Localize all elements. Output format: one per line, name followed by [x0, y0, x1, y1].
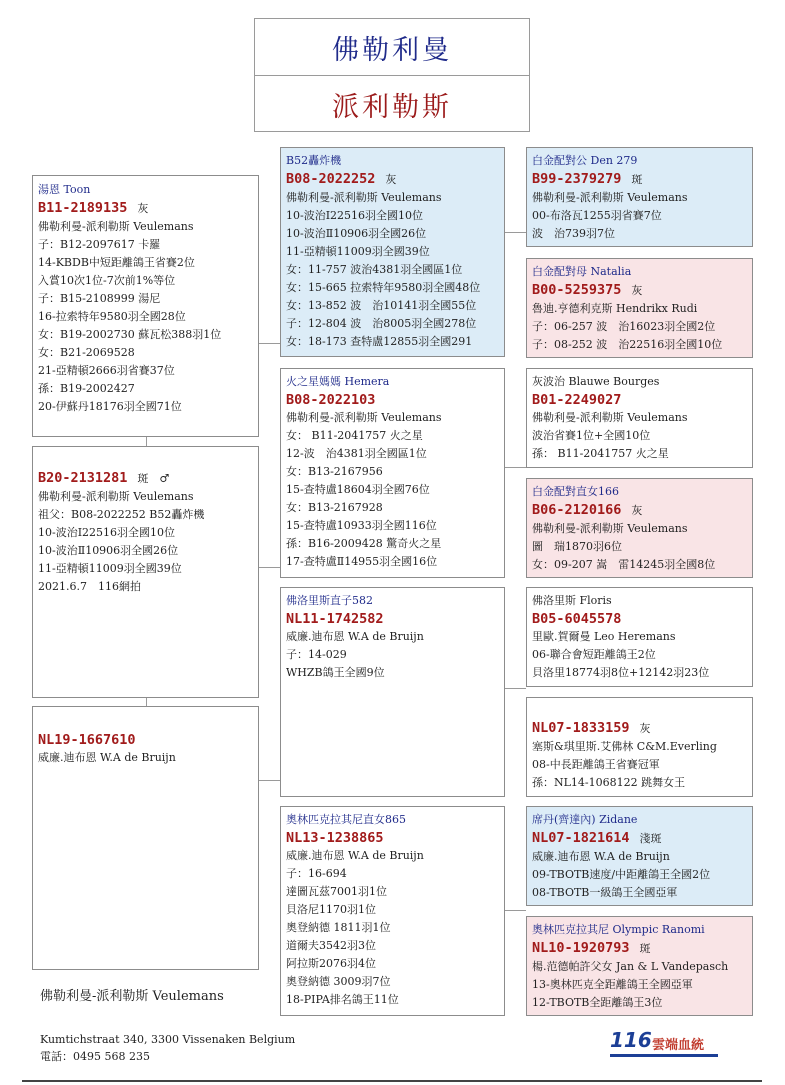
subject-ring: B20-2131281 斑 ♂	[38, 470, 170, 486]
sdd-ring: B06-2120166 灰	[532, 502, 643, 518]
ssd-line-1: 魯迪.亨德利克斯 Hendrikx Rudi	[532, 302, 698, 315]
ss-ring: B08-2022252 灰	[286, 171, 397, 187]
logo-number: 116	[610, 1028, 652, 1052]
dd-line-8: 奧登納德 3009羽7位	[286, 975, 391, 988]
sss-color: 斑	[631, 173, 643, 186]
dd-line-4: 貝洛尼1170羽1位	[286, 903, 376, 916]
subject-line-4: 10-波治Ⅱ10906羽全國26位	[38, 544, 179, 557]
sss-ring: B99-2379279 斑	[532, 171, 643, 187]
sd-ring: B08-2022103	[286, 392, 376, 408]
sd-card	[280, 368, 505, 578]
ds-name: 佛洛里斯直子582	[286, 594, 373, 607]
sss-line-1: 佛勒利曼-派利勒斯 Veulemans	[532, 191, 688, 204]
sire-line-6: 16-拉索特年9580羽全國28位	[38, 310, 186, 323]
sd-line-3: 12-波 治4381羽全國區1位	[286, 447, 427, 460]
ddd-line-3: 12-TBOTB全距離鴿王3位	[532, 996, 663, 1009]
ddd-ring: NL10-1920793 斑	[532, 940, 651, 956]
sds-line-3: 孫： B11-2041757 火之星	[532, 447, 669, 460]
dss-ring: B05-6045578	[532, 611, 622, 627]
ds-card	[280, 587, 505, 797]
ddd-card	[526, 916, 753, 1016]
sire-line-8: 女：B21-2069528	[38, 346, 135, 359]
ssd-card	[526, 258, 753, 358]
dsd-ring: NL07-1833159 灰	[532, 720, 651, 736]
dd-name: 奧林匹克拉其尼直女865	[286, 813, 406, 826]
ss-line-5: 女：11-757 波治4381羽全國區1位	[286, 263, 463, 276]
sds-card	[526, 368, 753, 468]
dd-line-7: 阿拉斯2076羽4位	[286, 957, 376, 970]
ddd-name: 奧林匹克拉其尼 Olympic Ranomi	[532, 923, 705, 936]
ddd-color: 斑	[639, 942, 651, 955]
dd-line-1: 威廉.迪布恩 W.A de Bruijn	[286, 849, 424, 862]
dd-ring: NL13-1238865	[286, 830, 384, 846]
subject-line-1: 佛勒利曼-派利勒斯 Veulemans	[38, 490, 194, 503]
breeder-name: 佛勒利曼-派利勒斯 Veulemans	[40, 989, 224, 1004]
sdd-card	[526, 478, 753, 578]
subject-color: 斑 ♂	[137, 472, 170, 485]
sd-line-7: 15-查特盧10933羽全國116位	[286, 519, 437, 532]
dsd-card	[526, 697, 753, 797]
sdd-name: 白金配對直女166	[532, 485, 619, 498]
sire-line-1: 佛勒利曼-派利勒斯 Veulemans	[38, 220, 194, 233]
dsd-color: 灰	[639, 722, 651, 735]
logo-text: 雲端血統	[652, 1038, 705, 1053]
sd-line-9: 17-查特盧Ⅱ14955羽全國16位	[286, 555, 438, 568]
logo	[610, 1028, 730, 1058]
ss-line-8: 子：12-804 波 治8005羽全國278位	[286, 317, 477, 330]
sire-color: 灰	[137, 202, 149, 215]
ssd-line-3: 子：08-252 波 治22516羽全國10位	[532, 338, 723, 351]
dds-ring: NL07-1821614 淺斑	[532, 830, 662, 846]
dss-line-2: 06-聯合會短距離鴿王2位	[532, 648, 656, 661]
dss-line-1: 里歐.賀爾曼 Leo Heremans	[532, 630, 676, 643]
sd-line-2: 女： B11-2041757 火之星	[286, 429, 423, 442]
ss-line-3: 10-波治Ⅱ10906羽全國26位	[286, 227, 427, 240]
dam-card	[32, 706, 259, 970]
sds-name: 灰波治 Blauwe Bourges	[532, 375, 660, 388]
connector-sire-ss	[259, 343, 280, 344]
ss-line-4: 11-亞精頓11009羽全國39位	[286, 245, 430, 258]
sss-card	[526, 147, 753, 247]
logo-underline	[610, 1054, 718, 1057]
dd-line-6: 道爾夫3542羽3位	[286, 939, 376, 952]
dds-color: 淺斑	[639, 832, 662, 845]
ds-line-2: 子：14-029	[286, 648, 347, 661]
dss-card	[526, 587, 753, 687]
ss-card	[280, 147, 505, 357]
footer-address: Kumtichstraat 340, 3300 Vissenaken Belgium	[40, 1033, 296, 1046]
dsd-line-3: 孫：NL14-1068122 跳舞女王	[532, 776, 686, 789]
sds-line-2: 波治省賽1位+全國10位	[532, 429, 651, 442]
ds-line-1: 威廉.迪布恩 W.A de Bruijn	[286, 630, 424, 643]
ss-line-7: 女：13-852 波 治10141羽全國55位	[286, 299, 477, 312]
dds-card	[526, 806, 753, 906]
sdd-line-1: 佛勒利曼-派利勒斯 Veulemans	[532, 522, 688, 535]
subject-line-5: 11-亞精頓11009羽全國39位	[38, 562, 182, 575]
footer-phone: 電話：0495 568 235	[40, 1050, 150, 1063]
sire-card	[32, 175, 259, 437]
dd-line-9: 18-PIPA排名鴿王11位	[286, 993, 399, 1006]
dss-name: 佛洛里斯 Floris	[532, 594, 612, 607]
sire-line-7: 女：B19-2002730 蘇瓦松388羽1位	[38, 328, 222, 341]
connector-sire-vertical	[146, 437, 147, 446]
sdd-color: 灰	[631, 504, 643, 517]
subject-line-3: 10-波治Ⅰ22516羽全國10位	[38, 526, 176, 539]
sss-line-2: 00-布洛瓦1255羽省賽7位	[532, 209, 662, 222]
ddd-line-1: 楊.范德帕許父女 Jan & L Vandepasch	[532, 960, 729, 973]
connector-ss-ssd	[505, 232, 526, 233]
title-bottom: 派利勒斯	[332, 92, 452, 123]
sire-name: 湯恩 Toon	[38, 183, 91, 196]
sire-line-9: 21-亞精頓2666羽省賽37位	[38, 364, 175, 377]
ss-name: B52轟炸機	[286, 154, 342, 167]
dds-line-3: 08-TBOTB一級鴿王全國亞軍	[532, 886, 678, 899]
ssd-ring: B00-5259375 灰	[532, 282, 643, 298]
dd-line-3: 達圖瓦茲7001羽1位	[286, 885, 387, 898]
sd-line-1: 佛勒利曼-派利勒斯 Veulemans	[286, 411, 442, 424]
ss-line-9: 女：18-173 查特盧12855羽全國291	[286, 335, 473, 348]
subject-line-6: 2021.6.7 116網拍	[38, 580, 141, 593]
title-box	[254, 18, 530, 132]
dsd-line-1: 塞斯&琪里斯.艾佛林 C&M.Everling	[532, 740, 717, 753]
ss-color: 灰	[385, 173, 397, 186]
dss-line-3: 貝洛里18774羽8位+12142羽23位	[532, 666, 710, 679]
ddd-line-2: 13-奧林匹克全距離鴿王全國亞軍	[532, 978, 693, 991]
dd-line-2: 子：16-694	[286, 867, 347, 880]
ss-line-2: 10-波治Ⅰ22516羽全國10位	[286, 209, 424, 222]
sss-name: 白金配對公 Den 279	[532, 154, 638, 167]
connector-sd-sds	[505, 467, 526, 468]
ssd-color: 灰	[631, 284, 643, 297]
dam-ring: NL19-1667610	[38, 732, 136, 748]
sire-line-10: 孫：B19-2002427	[38, 382, 135, 395]
ss-line-1: 佛勒利曼-派利勒斯 Veulemans	[286, 191, 442, 204]
sss-line-3: 波 治739羽7位	[532, 227, 615, 240]
connector-dd-dds	[505, 910, 526, 911]
sd-line-6: 女：B13-2167928	[286, 501, 383, 514]
ds-line-3: WHZB鴿王全國9位	[286, 666, 385, 679]
sds-ring: B01-2249027	[532, 392, 622, 408]
dds-name: 席丹(齊達內) Zidane	[532, 813, 638, 826]
sdd-line-2: 圖 瑞1870羽6位	[532, 540, 622, 553]
sire-line-4: 入賞10次1位-7次前1%等位	[38, 274, 176, 287]
ssd-name: 白金配對母 Natalia	[532, 265, 632, 278]
subject-card	[32, 446, 259, 698]
dam-line-1: 威廉.迪布恩 W.A de Bruijn	[38, 751, 176, 764]
sire-line-2: 子：B12-2097617 卡羅	[38, 238, 161, 251]
connector-dam-ds	[259, 780, 280, 781]
sd-line-4: 女：B13-2167956	[286, 465, 383, 478]
dd-line-5: 奧登納德 1811羽1位	[286, 921, 391, 934]
ss-line-6: 女：15-665 拉索特年9580羽全國48位	[286, 281, 481, 294]
sire-line-11: 20-伊蘇丹18176羽全國71位	[38, 400, 182, 413]
ds-ring: NL11-1742582	[286, 611, 384, 627]
dd-card	[280, 806, 505, 1016]
dds-line-1: 威廉.迪布恩 W.A de Bruijn	[532, 850, 670, 863]
sire-line-3: 14-KBDB中短距離鴿王省賽2位	[38, 256, 195, 269]
title-top: 佛勒利曼	[255, 19, 529, 76]
sds-line-1: 佛勒利曼-派利勒斯 Veulemans	[532, 411, 688, 424]
connector-dam-vertical	[146, 698, 147, 706]
sdd-line-3: 女：09-207 嵩 雷14245羽全國8位	[532, 558, 716, 571]
sire-ring: B11-2189135 灰	[38, 200, 149, 216]
connector-subject-sd	[259, 567, 280, 568]
sd-name: 火之星媽媽 Hemera	[286, 375, 390, 388]
subject-line-2: 祖父：B08-2022252 B52轟炸機	[38, 508, 205, 521]
sire-line-5: 子：B15-2108999 湯尼	[38, 292, 161, 305]
ssd-line-2: 子：06-257 波 治16023羽全國2位	[532, 320, 716, 333]
sd-line-8: 孫：B16-2009428 驚奇火之星	[286, 537, 442, 550]
connector-ds-dsd	[505, 688, 526, 689]
dsd-line-2: 08-中長距離鴿王省賽冠軍	[532, 758, 660, 771]
sd-line-5: 15-查特盧18604羽全國76位	[286, 483, 430, 496]
bottom-rule	[22, 1080, 762, 1082]
dds-line-2: 09-TBOTB速度/中距離鴿王全國2位	[532, 868, 711, 881]
